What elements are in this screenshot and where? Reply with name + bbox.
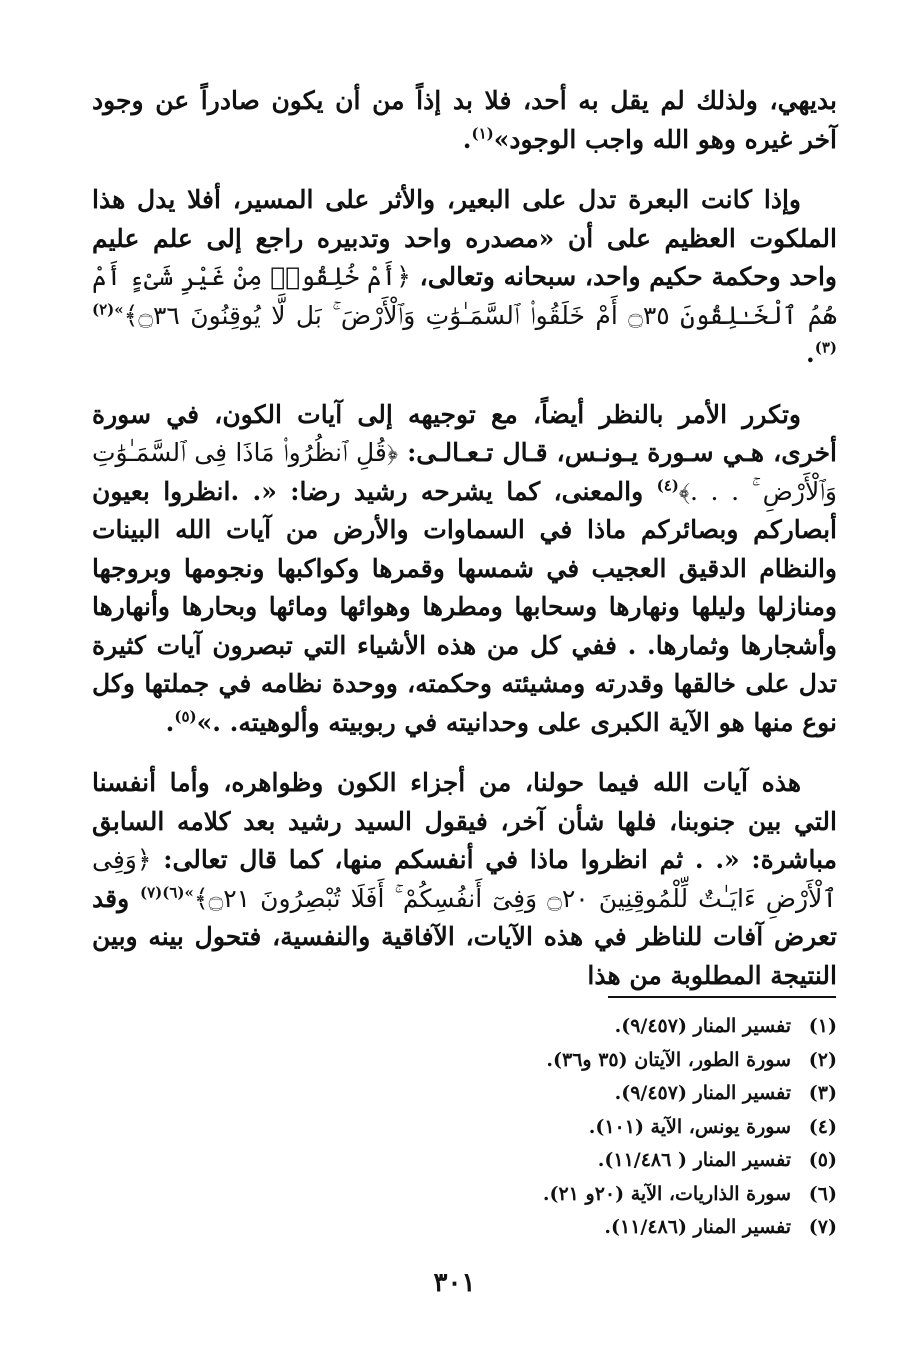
footnote xyxy=(217,1144,837,1178)
footnote-text: سورة يونس، الآية (١٠١). xyxy=(588,1115,791,1138)
paragraph-text: وقد تعرض آفات للناظر في هذه الآيات، الآفاقية والنفسية، فتحول بينه وبين النتيجة المطلوبة من هذا xyxy=(92,883,837,990)
paragraph-text: وتكرر الأمر بالنظر أيضاً، مع توجيهه إلى آيات الكون، في سورة أخرى، هـي سـورة يـونـس، قـال تـعـالـى: xyxy=(92,399,837,467)
footnote-text: تفسير المنار (٩/٤٥٧). xyxy=(614,1082,791,1104)
page-number: ٣٠١ xyxy=(433,1268,476,1298)
footnote-text: تفسير المنار (١١/٤٨٦). xyxy=(604,1216,791,1238)
footnote xyxy=(217,1111,837,1145)
quran-verse: ﴿أَمْ خُلِقُوا۟ مِنْ غَيْرِ شَىْءٍ أَمْ هُمُ ٱلْخَـٰلِقُونَ ۝٣٥ أَمْ خَلَقُوا۟ ٱلسَّمَـٰوَٰتِ وَٱلْأَرْضَ ۚ بَل لَّا يُوقِنُونَ ۝٣٦﴾ xyxy=(92,262,837,330)
footnote-reference: (١) xyxy=(471,124,494,143)
footnote-number: (٣) xyxy=(808,1082,837,1104)
footnote-number: (١) xyxy=(808,1015,837,1037)
footnote xyxy=(217,1044,837,1078)
paragraph-text: هذه آيات الله فيما حولنا، من أجزاء الكون وظواهره، وأما أنفسنا التي بين جنوبنا، فلها شأن آخر، فيقول السيد رشيد بعد كلامه السابق مباشرة: «. . ثم انظروا ماذا في أنفسكم منها، كما قال تعالى: xyxy=(92,768,837,874)
footnote xyxy=(217,1077,837,1111)
footnote-number: (٥) xyxy=(808,1149,837,1171)
footnote-text: سورة الطور، الآيتان (٣٥ و٣٦). xyxy=(546,1048,791,1071)
footnote-number: (٢) xyxy=(808,1048,837,1071)
footnote-number: (٤) xyxy=(808,1115,837,1138)
paragraph-text: . xyxy=(806,339,815,368)
paragraph-text: وإذا كانت البعرة تدل على البعير، والأثر على المسير، أفلا يدل هذا الملكوت العظيم على أن «مصدره واحد وتدبيره راجع إلى علم عليم واحد وحكمة حكيم واحد، سبحانه وتعالى، xyxy=(92,185,837,291)
footnote xyxy=(217,1211,837,1245)
footnote-number: (٧) xyxy=(808,1216,837,1238)
paragraph-text: والمعنى، كما يشرحه رشيد رضا: «. .انظروا بعيون أبصاركم وبصائركم ماذا في السماوات والأرض من آيات الله البينات والنظام الدقيق العجيب في شمسها وقمرها وكواكبها ونجومها وبروجها ومنازلها وليلها ونهارها وسحابها ومطرها وهوائها ومائها وبحارها وأنهارها وأشجارها وثمارها. . ففي كل من هذه الأشياء التي تبصرون آيات كثيرة تدل على خالقها وقدرته ومشيئته وحكمته، ووحدة نظامه في جملتها وكل نوع منها هو الآية الكبرى على وحدانيته في ربوبيته وألوهيته. .» xyxy=(92,476,837,737)
page-body xyxy=(92,82,837,1017)
footnote-reference: (٤) xyxy=(656,476,679,495)
paragraph xyxy=(92,396,837,743)
footnote-text: تفسير المنار ( ١١/٤٨٦). xyxy=(597,1149,791,1171)
footnote-number: (٦) xyxy=(808,1182,837,1205)
footnote-text: تفسير المنار (٩/٤٥٧). xyxy=(614,1015,791,1037)
footnote-reference: »(٦)(٧) xyxy=(139,883,194,902)
paragraph-text: . xyxy=(165,707,175,737)
footnote-divider xyxy=(608,996,836,998)
paragraph xyxy=(92,181,837,374)
footnotes-list xyxy=(217,1010,837,1245)
footnote-text: سورة الذاريات، الآية (٢٠و ٢١). xyxy=(542,1182,791,1205)
quran-verse: ﴿قُلِ ٱنظُرُوا۟ مَاذَا فِى ٱلسَّمَـٰوَٰتِ وَٱلْأَرْضِ ۚ . . .﴾ xyxy=(92,438,838,506)
paragraph xyxy=(92,82,837,159)
paragraph xyxy=(92,764,837,995)
footnote xyxy=(217,1010,837,1044)
quran-verse: ﴿وَفِى ٱلْأَرْضِ ءَايَـٰتٌ لِّلْمُوقِنِينَ ۝٢٠ وَفِىٓ أَنفُسِكُمْ ۚ أَفَلَا تُبْصِرُونَ ۝٢١﴾ xyxy=(92,845,837,913)
footnote-reference: (٥) xyxy=(174,707,197,726)
footnote xyxy=(217,1178,837,1212)
footnote-reference: »(٢)(٣) xyxy=(92,300,837,357)
paragraph-text: . xyxy=(462,124,472,154)
paragraph-text: بديهي، ولذلك لم يقل به أحد، فلا بد إذاً من أن يكون صادراً عن وجود آخر غيره وهو الله واجب الوجود» xyxy=(92,86,837,154)
